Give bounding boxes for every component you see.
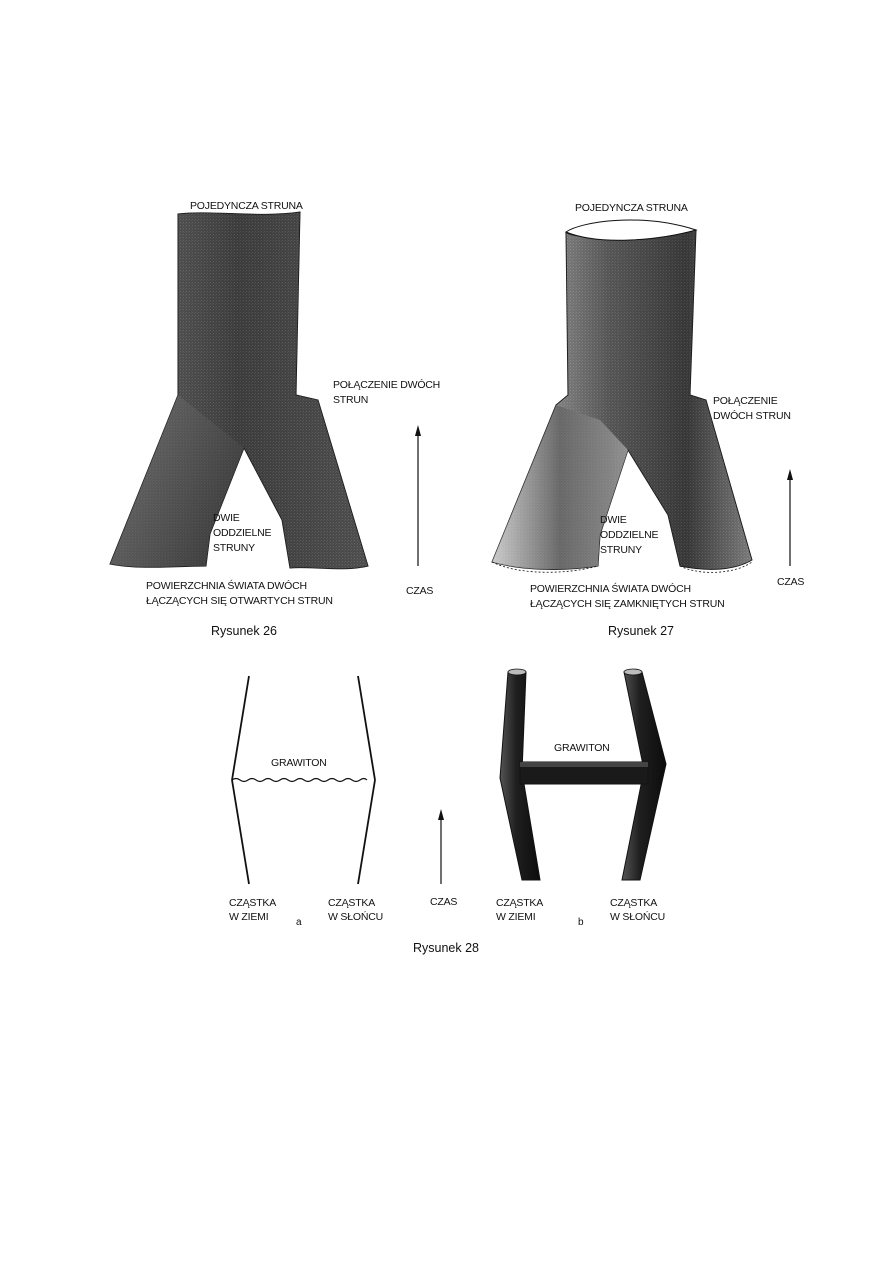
fig27-split-label-3: STRUNY	[600, 544, 642, 556]
fig28-caption: Rysunek 28	[413, 941, 480, 955]
fig27-time-label: CZAS	[777, 576, 805, 588]
fig28b-diagram	[500, 669, 666, 880]
fig28-time-arrow	[438, 809, 444, 884]
fig26-time-label: CZAS	[406, 585, 434, 597]
fig26-surface-label-1: POWIERZCHNIA ŚWIATA DWÓCH	[146, 580, 307, 592]
fig26-time-arrow	[415, 425, 421, 566]
fig28a-diagram	[232, 676, 375, 884]
fig27-split-label-2: ODDZIELNE	[600, 529, 659, 541]
fig28b-left-particle-2: W ZIEMI	[496, 911, 536, 923]
fig28b-left-particle-1: CZĄSTKA	[496, 897, 544, 909]
fig26-split-label-3: STRUNY	[213, 542, 255, 554]
fig27-top-label: POJEDYNCZA STRUNA	[575, 202, 688, 214]
fig28a-left-particle-2: W ZIEMI	[229, 911, 269, 923]
fig27-caption: Rysunek 27	[608, 624, 675, 638]
fig28b-right-particle-1: CZĄSTKA	[610, 897, 658, 909]
fig26-split-label-1: DWIE	[213, 512, 240, 524]
fig27-time-arrow	[787, 469, 793, 566]
fig26-join-label-2: STRUN	[333, 394, 369, 406]
fig28a-graviton-label: GRAWITON	[271, 757, 327, 769]
fig28a-left-particle-1: CZĄSTKA	[229, 897, 277, 909]
fig27-surface-label-1: POWIERZCHNIA ŚWIATA DWÓCH	[530, 583, 691, 595]
fig26-surface-label-2: ŁĄCZĄCYCH SIĘ OTWARTYCH STRUN	[146, 595, 333, 607]
fig28b-graviton-label: GRAWITON	[554, 742, 610, 754]
fig28b-right-particle-2: W SŁOŃCU	[610, 911, 665, 923]
fig26-caption: Rysunek 26	[211, 624, 278, 638]
fig28a-right-particle-1: CZĄSTKA	[328, 897, 376, 909]
fig26-top-label: POJEDYNCZA STRUNA	[190, 200, 303, 212]
fig26-split-label-2: ODDZIELNE	[213, 527, 272, 539]
fig28a-right-particle-2: W SŁOŃCU	[328, 911, 383, 923]
fig27-split-label-1: DWIE	[600, 514, 627, 526]
fig28-time-label: CZAS	[430, 896, 458, 908]
fig27-surface-label-2: ŁĄCZĄCYCH SIĘ ZAMKNIĘTYCH STRUN	[530, 598, 725, 610]
graviton-wave	[232, 779, 367, 782]
fig28a-letter: a	[296, 917, 302, 928]
fig26-join-label-1: POŁĄCZENIE DWÓCH	[333, 379, 441, 391]
fig28b-letter: b	[578, 917, 584, 928]
fig27-join-label-1: POŁĄCZENIE	[713, 395, 778, 407]
fig27-join-label-2: DWÓCH STRUN	[713, 410, 791, 422]
